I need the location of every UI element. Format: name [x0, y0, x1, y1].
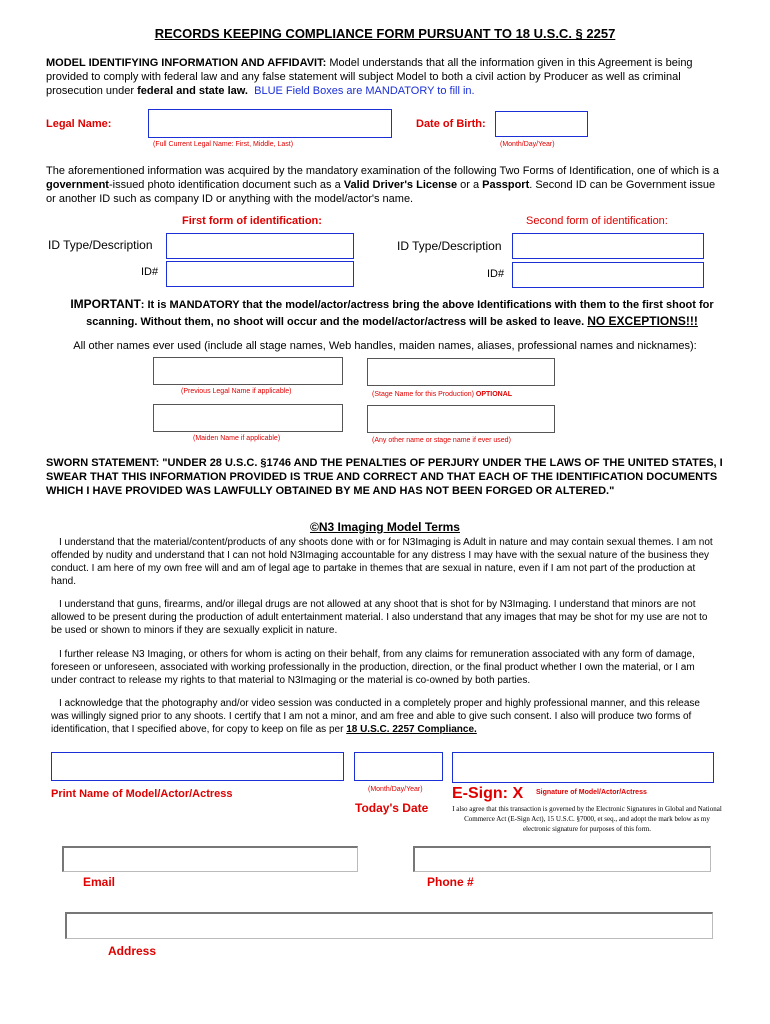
id-bold-government: government — [46, 179, 109, 191]
todays-date-hint: (Month/Day/Year) — [368, 786, 423, 793]
esign-label: E-Sign: X — [452, 785, 524, 802]
second-id-number-label: ID# — [487, 268, 505, 280]
compliance-reference: 18 U.S.C. 2257 Compliance. — [346, 724, 477, 735]
intro-heading: MODEL IDENTIFYING INFORMATION AND AFFIDAVIT: — [46, 57, 327, 69]
email-label: Email — [83, 875, 116, 889]
maiden-name-hint: (Maiden Name if applicable) — [193, 435, 281, 442]
first-id-type-input[interactable] — [166, 233, 354, 259]
id-text-1: The aforementioned information was acquired by the mandatory examination of the following Two Forms of Identification, one of which is a — [46, 165, 719, 177]
terms-p4-text: I acknowledge that the photography and/or video session was conducted in a completely proper and highly professional manner, and this release was willingly signed prior to any shoots. I certify that I am not a minor, and am free and able to give such consent. I also will produce two forms of identification, that I specified above, for copy to keep on file as per — [51, 698, 700, 735]
second-id-type-label: ID Type/Description — [397, 239, 502, 253]
terms-paragraph-1: I understand that the material/content/products of any shoots done with or for N3Imaging is Adult in nature and may contain sexual themes. I am not offended by nudity and understand that I can not hold N3Imaging accountable for any distress I may have with the sexual nature of the business they conduct. I am here of my own free will and am of legal age to partake in themes that are sexual in nature, even if I am not part of the production at hand. — [51, 537, 713, 587]
first-id-heading: First form of identification: — [182, 215, 322, 227]
stage-name-input[interactable] — [367, 358, 555, 386]
terms-paragraph-3: I further release N3 Imaging, or others for whom is acting on their behalf, from any claims for remuneration associated with any form of damage, foreseen or unforeseen, associated with working professionally in the production, direction, or the final product whether I own the material, or I am under contract to release my rights to that material to N3Imaging or the material is co-owned by both parties. — [51, 649, 695, 686]
legal-name-hint: (Full Current Legal Name: First, Middle, Last) — [153, 141, 294, 148]
previous-legal-name-input[interactable] — [153, 357, 343, 385]
email-input[interactable] — [62, 846, 358, 872]
dob-hint: (Month/Day/Year) — [500, 141, 555, 148]
todays-date-input[interactable] — [354, 752, 443, 781]
legal-name-label: Legal Name: — [46, 118, 112, 130]
page-title: RECORDS KEEPING COMPLIANCE FORM PURSUANT TO 18 U.S.C. § 2257 — [154, 26, 616, 41]
stage-name-hint-text: (Stage Name for this Production) — [372, 391, 476, 398]
terms-paragraph-4 — [51, 697, 715, 736]
id-paragraph — [46, 164, 726, 206]
signature-label: Signature of Model/Actor/Actress — [536, 789, 647, 796]
other-names-label: All other names ever used (include all stage names, Web handles, maiden names, aliases, professional names and nicknames): — [73, 340, 697, 352]
legal-name-input[interactable] — [148, 109, 392, 138]
first-id-number-label: ID# — [141, 266, 159, 278]
esignature-input[interactable] — [452, 752, 714, 783]
mandatory-note: BLUE Field Boxes are MANDATORY to fill in. — [254, 85, 475, 97]
address-input[interactable] — [65, 912, 713, 939]
stage-name-hint — [372, 391, 512, 398]
maiden-name-input[interactable] — [153, 404, 343, 432]
important-text: : It is MANDATORY that the model/actor/actress bring the above Identifications with them to the first shoot for scanning. Without them, no shoot will occur and the model/actor/actress will be asked to leave. — [86, 299, 714, 328]
second-id-number-input[interactable] — [512, 262, 704, 288]
first-id-type-label: ID Type/Description — [48, 238, 153, 252]
no-exceptions: NO EXCEPTIONS!!! — [587, 314, 698, 328]
esign-agreement: I also agree that this transaction is governed by the Electronic Signatures in Global and National Commerce Act (E-Sign Act), 15 U.S.C. §7000, et seq., and adopt the mark below as my electronic signature for purposes of this form. — [452, 805, 722, 833]
previous-legal-name-hint: (Previous Legal Name if applicable) — [181, 388, 292, 395]
second-id-heading: Second form of identification: — [526, 215, 668, 227]
phone-label: Phone # — [427, 875, 474, 889]
dob-label: Date of Birth: — [416, 118, 486, 130]
address-label: Address — [108, 944, 157, 958]
other-name-hint: (Any other name or stage name if ever used) — [372, 437, 511, 444]
id-bold-license: Valid Driver's License — [343, 179, 458, 191]
important-lead: IMPORTANT — [70, 297, 141, 311]
terms-heading: ©N3 Imaging Model Terms — [310, 520, 460, 534]
intro-text: Model understands that all the information given in this Agreement is being provided to comply with federal law and any false statement will subject Model to both a civil action by Producer as well as criminal prosecution under — [46, 57, 693, 97]
other-name-input[interactable] — [367, 405, 555, 433]
id-text-3: or a — [457, 179, 483, 191]
important-notice — [52, 296, 732, 330]
dob-input[interactable] — [495, 111, 588, 137]
first-id-number-input[interactable] — [166, 261, 354, 287]
id-text-4: . Second ID can be Government issue or another ID such as company ID or anything with the model/actor's name. — [46, 179, 716, 205]
print-name-input[interactable] — [51, 752, 344, 781]
terms-paragraph-2: I understand that guns, firearms, and/or illegal drugs are not allowed at any shoot that is shot for by N3Imaging. I understand that minors are not allowed to be present during the production of adult entertainment material. I also understand that any images that may be shot for my use are not to be used or shown to minors if they are sexually explicit in nature. — [51, 599, 708, 636]
print-name-label: Print Name of Model/Actor/Actress — [51, 788, 233, 800]
phone-input[interactable] — [413, 846, 711, 872]
intro-paragraph — [46, 56, 726, 98]
intro-bold: federal and state law. — [137, 85, 248, 97]
id-text-2: -issued photo identification document such as a — [108, 179, 344, 191]
sworn-statement: SWORN STATEMENT: "UNDER 28 U.S.C. §1746 AND THE PENALTIES OF PERJURY UNDER THE LAWS OF THE UNITED STATES, I SWEAR THAT THIS INFORMATION PROVIDED IS TRUE AND CORRECT AND THAT EACH OF THE IDENTIFICATION DOCUMENTS WHICH I HAVE PROVIDED WAS LAWFULLY OBTAINED BY ME AND HAS NOT BEEN FORGED OR ALTERED." — [46, 457, 723, 497]
todays-date-label: Today's Date — [355, 801, 429, 815]
id-bold-passport: Passport — [482, 179, 530, 191]
second-id-type-input[interactable] — [512, 233, 704, 259]
optional-tag: OPTIONAL — [475, 391, 513, 398]
